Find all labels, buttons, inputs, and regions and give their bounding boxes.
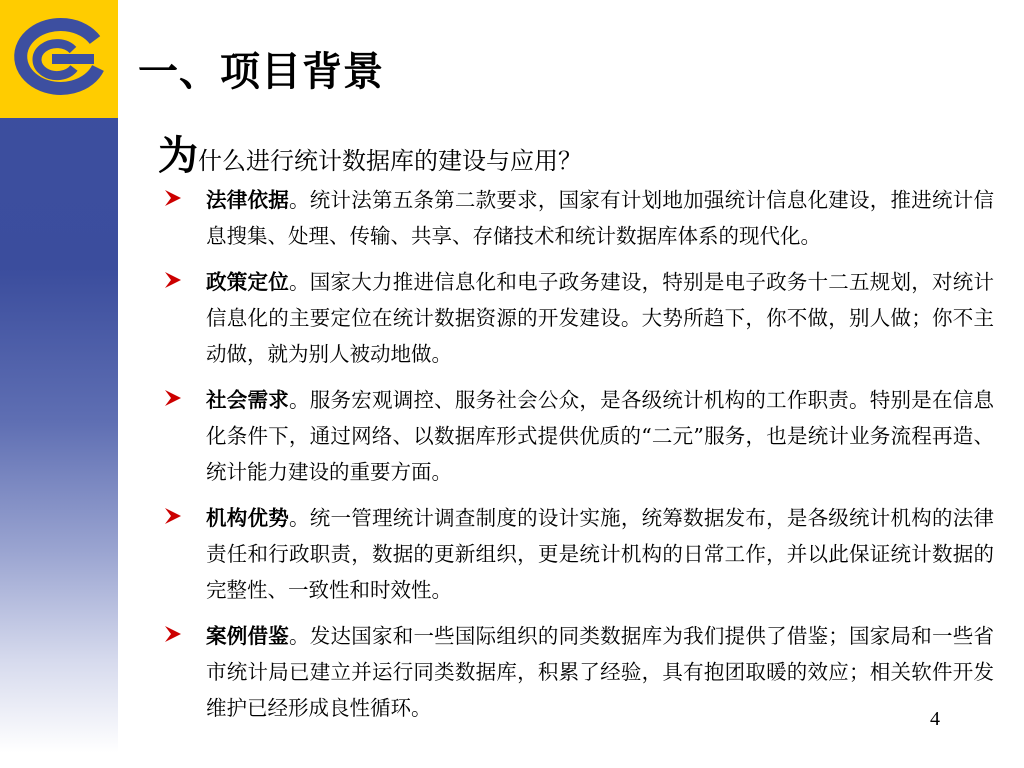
page-number: 4: [930, 708, 940, 730]
bullet-body: 。服务宏观调控、服务社会公众，是各级统计机构的工作职责。特别是在信息化条件下，通过网络、以数据库形式提供优质的“二元”服务，也是统计业务流程再造、统计能力建设的重要方面。: [206, 388, 995, 484]
bullet-title: 社会需求: [206, 388, 289, 412]
list-item: [158, 382, 994, 490]
arrowhead-bullet-icon: [164, 388, 182, 408]
bullet-text: [206, 500, 994, 608]
question-heading: [158, 124, 582, 181]
list-item: [158, 182, 994, 254]
list-item: [158, 500, 994, 608]
list-item: [158, 618, 994, 726]
arrowhead-bullet-icon: [164, 624, 182, 644]
bullet-text: [206, 182, 994, 254]
bullet-text: [206, 618, 994, 726]
bullet-text: [206, 264, 994, 372]
nbs-logo-icon: [0, 0, 118, 118]
bullet-title: 案例借鉴: [206, 624, 289, 648]
arrowhead-bullet-icon: [164, 188, 182, 208]
bullet-title: 机构优势: [206, 506, 289, 530]
question-text: 什么进行统计数据库的建设与应用？: [198, 147, 582, 175]
bullet-body: 。国家大力推进信息化和电子政务建设，特别是电子政务十二五规划，对统计信息化的主要定位在统计数据资源的开发建设。大势所趋下，你不做，别人做；你不主动做，就为别人被动地做。: [206, 270, 995, 366]
arrowhead-bullet-icon: [164, 270, 182, 290]
question-first-char: 为: [158, 133, 198, 179]
list-item: [158, 264, 994, 372]
bullet-body: 。发达国家和一些国际组织的同类数据库为我们提供了借鉴；国家局和一些省市统计局已建立并运行同类数据库，积累了经验，具有抱团取暖的效应；相关软件开发维护已经形成良性循环。: [206, 624, 995, 720]
bullet-body: 。统计法第五条第二款要求，国家有计划地加强统计信息化建设，推进统计信息搜集、处理、传输、共享、存储技术和统计数据库体系的现代化。: [206, 188, 995, 248]
bullet-title: 法律依据: [206, 188, 289, 212]
arrowhead-bullet-icon: [164, 506, 182, 526]
logo-block: [0, 0, 118, 118]
slide-title: 一、项目背景: [138, 49, 384, 95]
bullet-title: 政策定位: [206, 270, 289, 294]
bullet-text: [206, 382, 994, 490]
bullet-list: [158, 182, 994, 736]
bullet-body: 。统一管理统计调查制度的设计实施，统筹数据发布，是各级统计机构的法律责任和行政职责，数据的更新组织，更是统计机构的日常工作，并以此保证统计数据的完整性、一致性和时效性。: [206, 506, 995, 602]
